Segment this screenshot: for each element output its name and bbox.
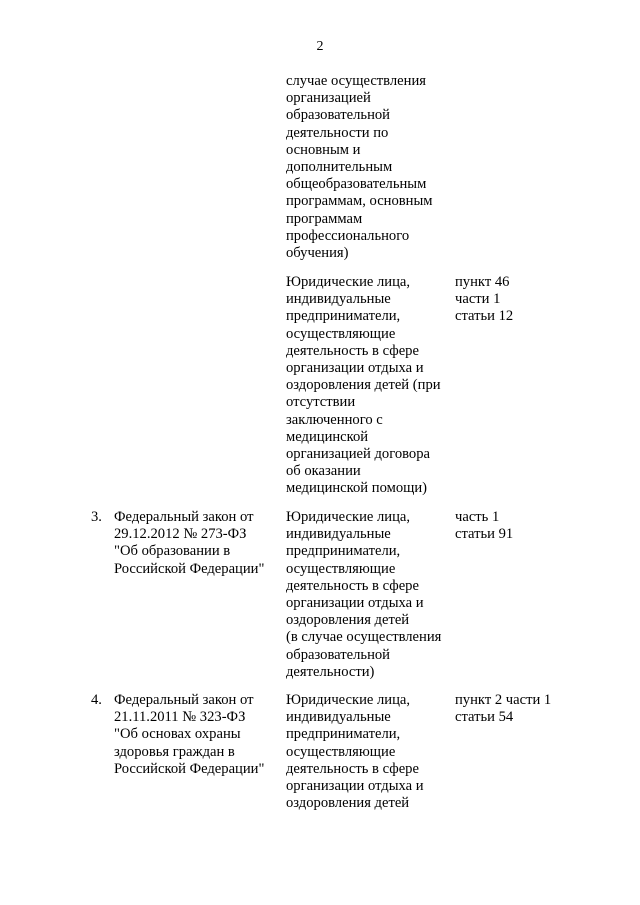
row-number: 3. — [91, 509, 102, 525]
law-reference: Федеральный закон от 21.11.2011 № 323-ФЗ "Об основах охраны здоровья граждан в Российской Федерации" — [114, 692, 265, 777]
article-reference: пункт 46 части 1 статьи 12 — [455, 274, 514, 325]
law-reference: Федеральный закон от 29.12.2012 № 273-ФЗ "Об образовании в Российской Федерации" — [114, 509, 265, 577]
subjects-description: Юридические лица, индивидуальные предприниматели, осуществляющие деятельность в сфере организации отдыха и оздоровления детей (при отсутствии заключенного с медицинской организацией договора об оказании медицинской помощи) — [286, 274, 441, 497]
article-reference: часть 1 статьи 91 — [455, 509, 514, 543]
row-number: 4. — [91, 692, 102, 708]
article-reference: пункт 2 части 1 статьи 54 — [455, 692, 552, 726]
subjects-description: Юридические лица, индивидуальные предприниматели, осуществляющие деятельность в сфере организации отдыха и оздоровления детей (в случае осуществления образовательной деятельности) — [286, 509, 442, 680]
subjects-description: случае осуществления организацией образовательной деятельности по основным и дополнительным общеобразовательным программам, основным программам профессионального обучения) — [286, 73, 433, 262]
page-number: 2 — [316, 39, 324, 54]
subjects-description: Юридические лица, индивидуальные предприниматели, осуществляющие деятельность в сфере организации отдыха и оздоровления детей — [286, 692, 424, 812]
